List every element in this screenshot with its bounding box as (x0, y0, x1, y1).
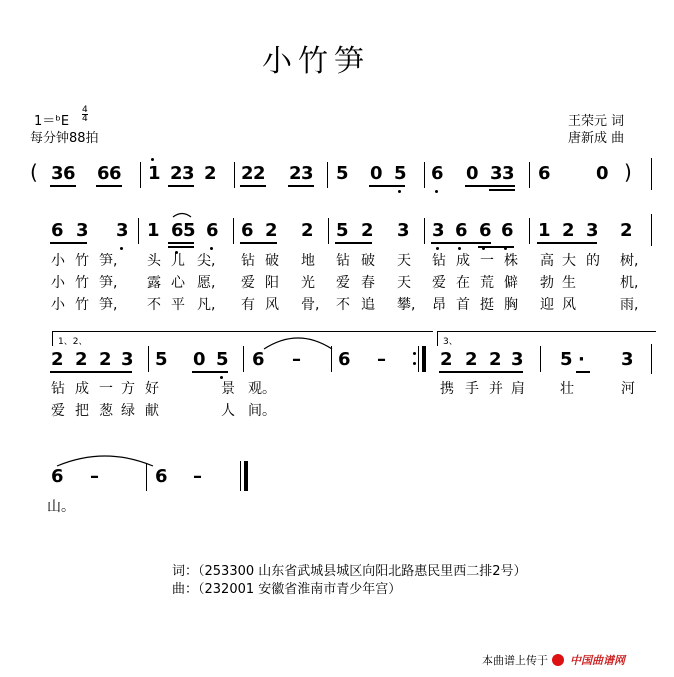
site-name[interactable]: 中国曲谱网 (570, 654, 625, 667)
lyric-char: 河 (621, 381, 635, 397)
lyric-char: 方 (121, 381, 135, 397)
note: 1 (147, 220, 160, 241)
barline (418, 346, 419, 372)
note: – (90, 466, 99, 487)
note: 2 (241, 163, 254, 184)
note: 3 (502, 163, 515, 184)
lyric-char: 钻 (241, 253, 255, 269)
note: 3 (301, 163, 314, 184)
lyric-char: 心 (171, 275, 185, 291)
note: 5 (336, 220, 349, 241)
lyricist-address: 词：（253300 山东省武城县城区向阳北路惠民里西二排2号） (172, 564, 527, 579)
barline-end (651, 214, 652, 246)
note: 6 (455, 220, 468, 241)
lyric-char: 有 (241, 297, 255, 313)
note: 2 (51, 349, 64, 370)
volta-bracket-1 (52, 331, 433, 346)
lyric-char: 成 (456, 253, 470, 269)
note: 3 (116, 220, 129, 241)
lyric-char: 不 (147, 297, 161, 313)
underline-beam (288, 185, 314, 187)
lyric-char: 骨, (301, 297, 320, 313)
octave-dot (151, 158, 154, 161)
underline-beam (168, 185, 194, 187)
lyric-char: 昂 (432, 297, 446, 313)
lyric-char: 风 (562, 297, 576, 313)
final-barline (244, 461, 248, 491)
lyric-char: 小 (51, 253, 65, 269)
lyric-char: 成 (75, 381, 89, 397)
lyric-char: 僻 (504, 275, 518, 291)
lyric-char: 献 (145, 403, 159, 419)
lyric-char: 间。 (248, 403, 276, 419)
note: – (193, 466, 202, 487)
lyric-char: 高 (540, 253, 554, 269)
note: 0 (370, 163, 383, 184)
lyric-char: 迎 (540, 297, 554, 313)
lyric-char: 笋, (99, 253, 118, 269)
time-signature: 4 4 (82, 105, 88, 124)
lyric-char: 株 (504, 253, 518, 269)
underline-beam (439, 371, 523, 373)
barline (540, 346, 541, 372)
lyric-char: 光 (301, 275, 315, 291)
upload-note (482, 652, 625, 668)
lyric-char: 露 (147, 275, 161, 291)
note: 2 (170, 163, 183, 184)
note: 6 (171, 220, 184, 241)
lyric-char: 树, (620, 253, 639, 269)
note: 2 (361, 220, 374, 241)
note: 2 (440, 349, 453, 370)
lyric-char: 钻 (432, 253, 446, 269)
underline-beam (192, 371, 228, 373)
note: 6 (479, 220, 492, 241)
underline-beam (50, 371, 132, 373)
lyric-char: 钻 (51, 381, 65, 397)
lyric-char: 的 (586, 253, 600, 269)
note: 2 (620, 220, 633, 241)
lyric-char: 儿 (171, 253, 185, 269)
note: 1 (538, 220, 551, 241)
lyric-char: 爱 (51, 403, 65, 419)
lyric-char: 机, (620, 275, 639, 291)
note: 6 (538, 163, 551, 184)
note: 5 (336, 163, 349, 184)
lyric-char: 地 (301, 253, 315, 269)
close-paren: ) (624, 160, 632, 184)
note: 2 (265, 220, 278, 241)
note: 5 (560, 349, 573, 370)
octave-dot (398, 190, 401, 193)
note: 1 (148, 163, 161, 184)
lyric-char: 壮 (560, 381, 574, 397)
lyric-char: 景 (221, 381, 235, 397)
underline-beam (576, 371, 590, 373)
note: – (377, 349, 386, 370)
note: 6 (97, 163, 110, 184)
note: 6 (252, 349, 265, 370)
note: 2 (289, 163, 302, 184)
note: 6 (338, 349, 351, 370)
lyric-char: 手 (465, 381, 479, 397)
barline-end (651, 344, 652, 374)
barline (327, 162, 328, 188)
tie-slur (55, 452, 155, 468)
lyric-char: 小 (51, 297, 65, 313)
lyric-char: 竹 (75, 275, 89, 291)
note: 2 (562, 220, 575, 241)
composer-credit: 唐新成 曲 (568, 131, 625, 146)
underline-beam (431, 242, 491, 244)
underline-beam (50, 185, 76, 187)
open-paren: ( (30, 160, 38, 184)
barline (240, 461, 241, 491)
note: 0 (193, 349, 206, 370)
note: 3 (76, 220, 89, 241)
lyric-char: 阳 (265, 275, 279, 291)
lyric-char: 爱 (336, 275, 350, 291)
lyric-char: 一 (99, 381, 113, 397)
note: 3 (586, 220, 599, 241)
note: 3 (511, 349, 524, 370)
lyric-char: 大 (562, 253, 576, 269)
lyric-char: 葱 (99, 403, 113, 419)
lyric-char: 攀, (397, 297, 416, 313)
lyric-char: 天 (397, 253, 411, 269)
lyric-char: 一 (480, 253, 494, 269)
note: 3 (432, 220, 445, 241)
underline-beam (335, 242, 372, 244)
barline (424, 162, 425, 188)
lyric-char: 挺 (480, 297, 494, 313)
lyric-char: 不 (336, 297, 350, 313)
note: 2 (465, 349, 478, 370)
lyric-char: 尖, (197, 253, 216, 269)
lyricist-credit: 王荣元 词 (568, 114, 625, 129)
key-signature: 1＝ᵇE (34, 114, 70, 129)
lyric-char: 人 (221, 403, 235, 419)
lyric-char: 愿, (197, 275, 216, 291)
lyric-char: 平 (171, 297, 185, 313)
note: 3 (397, 220, 410, 241)
note: 3 (490, 163, 503, 184)
octave-dot (120, 247, 123, 250)
lyric-char: 头 (147, 253, 161, 269)
lyric-char: 风 (265, 297, 279, 313)
barline (138, 218, 139, 244)
note: 6 (63, 163, 76, 184)
note: 5 (183, 220, 196, 241)
note: 3 (121, 349, 134, 370)
lyric-char: 胸 (504, 297, 518, 313)
lyric-char: 山。 (47, 499, 75, 515)
lyric-char: 爱 (241, 275, 255, 291)
volta-label-3: 3、 (443, 337, 458, 347)
underline-beam (369, 185, 405, 187)
repeat-dot (413, 362, 416, 365)
lyric-char: 荒 (480, 275, 494, 291)
underline-beam (465, 185, 515, 187)
note: 5 (155, 349, 168, 370)
underline-beam (489, 189, 515, 191)
barline (529, 162, 530, 188)
note: 6 (109, 163, 122, 184)
lyric-char: 爱 (432, 275, 446, 291)
note: 2 (301, 220, 314, 241)
barline (243, 346, 244, 372)
lyric-char: 在 (456, 275, 470, 291)
lyric-char: 破 (265, 253, 279, 269)
lyric-char: 绿 (121, 403, 135, 419)
note: – (292, 349, 301, 370)
barline (148, 346, 149, 372)
tempo-marking: 每分钟88拍 (30, 131, 99, 146)
lyric-char: 并 (489, 381, 503, 397)
lyric-char: 雨, (620, 297, 639, 313)
note: 6 (241, 220, 254, 241)
lyric-char: 竹 (75, 253, 89, 269)
lyric-char: 观。 (248, 381, 276, 397)
note: 5 (394, 163, 407, 184)
lyric-char: 笋, (99, 275, 118, 291)
note: 0 (596, 163, 609, 184)
composer-address: 曲：（232001 安徽省淮南市青少年宫） (172, 582, 402, 597)
barline (234, 162, 235, 188)
song-title: 小竹笋 (262, 44, 370, 79)
note: 2 (204, 163, 217, 184)
underline-beam (168, 242, 194, 244)
lyric-char: 破 (361, 253, 375, 269)
note: 3 (621, 349, 634, 370)
barline (328, 218, 329, 244)
barline (140, 162, 141, 188)
note: 3 (182, 163, 195, 184)
lyric-char: 好 (145, 381, 159, 397)
note: 6 (501, 220, 514, 241)
lyric-char: 笋, (99, 297, 118, 313)
lyric-char: 小 (51, 275, 65, 291)
lyric-char: 天 (397, 275, 411, 291)
lyric-char: 生 (562, 275, 576, 291)
note: · (578, 349, 585, 370)
lyric-char: 肩 (511, 381, 525, 397)
underline-beam (240, 185, 266, 187)
note: 2 (99, 349, 112, 370)
lyric-char: 勃 (540, 275, 554, 291)
note: 6 (431, 163, 444, 184)
volta-label-1: 1、2、 (58, 337, 88, 347)
upload-label: 本曲谱上传于 (482, 654, 548, 667)
underline-beam (96, 185, 122, 187)
lyric-char: 首 (456, 297, 470, 313)
lyric-char: 竹 (75, 297, 89, 313)
note: 0 (466, 163, 479, 184)
repeat-dot (413, 352, 416, 355)
lyric-char: 追 (361, 297, 375, 313)
underline-beam (240, 242, 277, 244)
site-logo-icon (552, 654, 564, 666)
lyric-char: 凡, (197, 297, 216, 313)
underline-beam (537, 242, 597, 244)
repeat-barline (422, 346, 426, 372)
barline-end (651, 158, 652, 190)
barline (233, 218, 234, 244)
note: 2 (75, 349, 88, 370)
note: 2 (489, 349, 502, 370)
barline (529, 218, 530, 244)
note: 6 (206, 220, 219, 241)
lyric-char: 携 (440, 381, 454, 397)
note: 6 (51, 220, 64, 241)
barline (424, 218, 425, 244)
tie-slur (172, 210, 192, 218)
note: 5 (216, 349, 229, 370)
underline-beam (168, 246, 194, 248)
underline-beam (50, 242, 87, 244)
note: 3 (51, 163, 64, 184)
volta-bracket-3 (437, 331, 656, 346)
lyric-char: 春 (361, 275, 375, 291)
lyric-char: 钻 (336, 253, 350, 269)
lyric-char: 把 (75, 403, 89, 419)
note: 6 (51, 466, 64, 487)
octave-dot (435, 190, 438, 193)
note: 6 (155, 466, 168, 487)
note: 2 (253, 163, 266, 184)
